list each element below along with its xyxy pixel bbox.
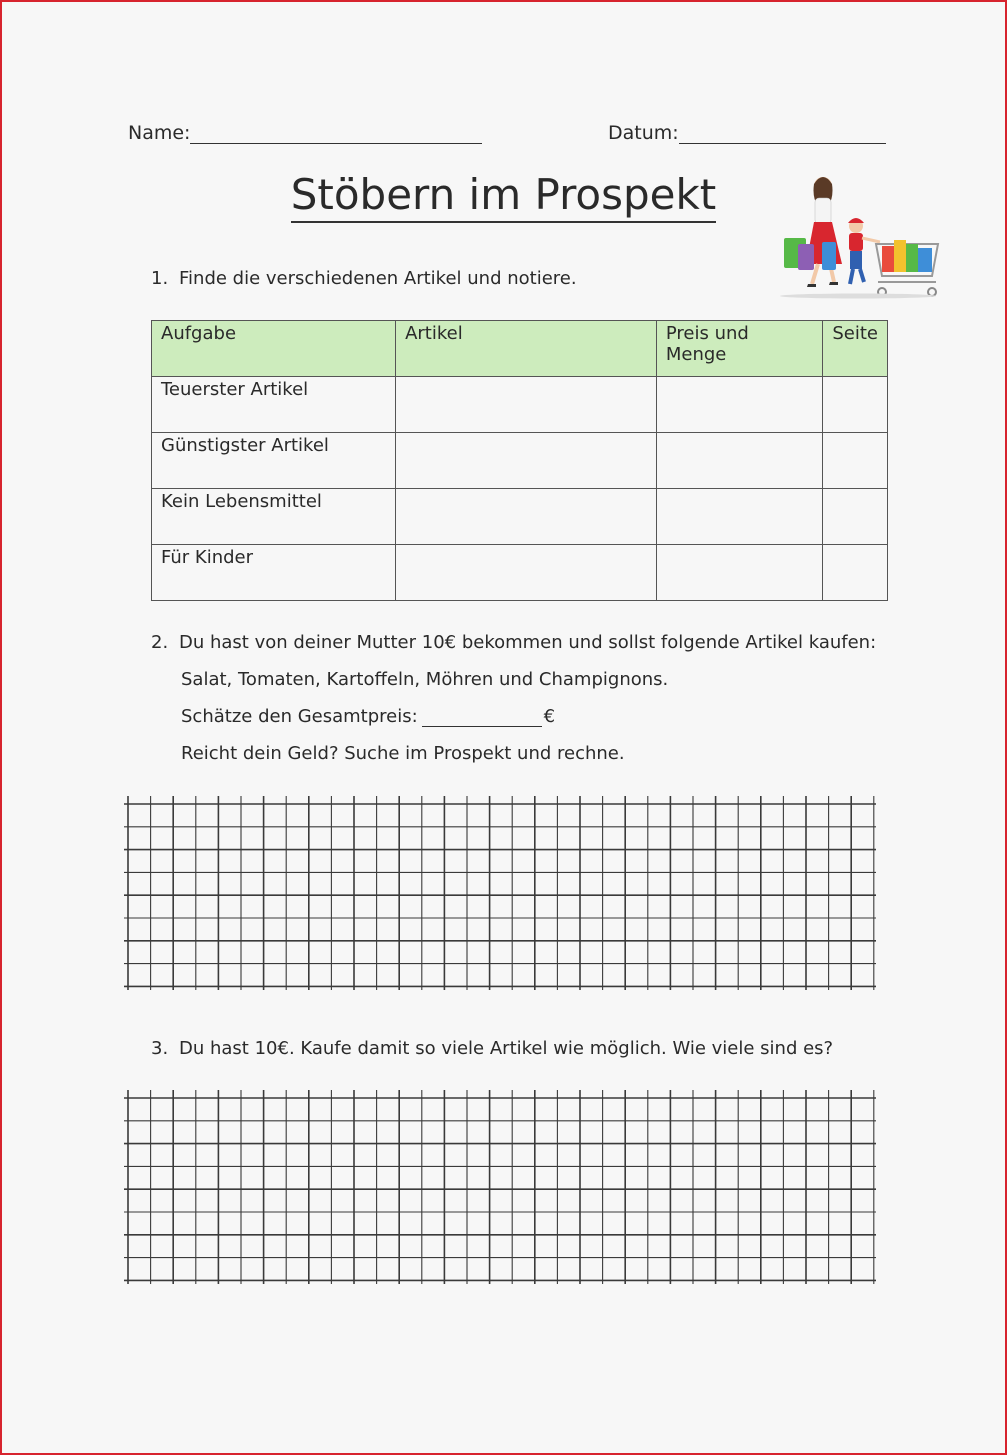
answer-cell[interactable]: [823, 433, 888, 489]
name-label: Name:: [128, 122, 191, 144]
task-2-line-2: Salat, Tomaten, Kartoffeln, Möhren und Champignons.: [181, 669, 669, 690]
table-header-artikel: Artikel: [396, 321, 657, 377]
table-row: [152, 433, 888, 489]
row-label: Kein Lebensmittel: [152, 489, 396, 545]
row-label: Teuerster Artikel: [152, 377, 396, 433]
answer-cell[interactable]: [656, 377, 823, 433]
answer-cell[interactable]: [396, 489, 657, 545]
answer-cell[interactable]: [656, 433, 823, 489]
calculation-grid-1[interactable]: [124, 796, 876, 990]
name-blank[interactable]: [190, 123, 482, 144]
task-2-number: 2.: [151, 632, 169, 653]
answer-cell[interactable]: [656, 489, 823, 545]
table-row: [152, 545, 888, 601]
task-2-line-4: Reicht dein Geld? Suche im Prospekt und rechne.: [181, 743, 625, 764]
name-field: [128, 122, 482, 144]
table-header-seite: Seite: [823, 321, 888, 377]
page-title: Stöbern im Prospekt: [0, 170, 1007, 219]
table-row: [152, 489, 888, 545]
task-1-text: Finde die verschiedenen Artikel und notiere.: [179, 268, 577, 289]
estimate-label: Schätze den Gesamtpreis:: [181, 706, 418, 727]
row-label: Für Kinder: [152, 545, 396, 601]
task-2: [151, 632, 876, 653]
task-3: [151, 1038, 833, 1059]
estimate-blank[interactable]: [422, 708, 542, 727]
answer-cell[interactable]: [823, 489, 888, 545]
euro-sign: €: [543, 706, 556, 727]
date-label: Datum:: [608, 122, 679, 144]
table-header-row: [152, 321, 888, 377]
task-2-line-3: [181, 706, 555, 727]
date-blank[interactable]: [679, 123, 886, 144]
task-3-text: Du hast 10€. Kaufe damit so viele Artikel wie möglich. Wie viele sind es?: [179, 1038, 834, 1059]
answer-cell[interactable]: [396, 377, 657, 433]
task-3-number: 3.: [151, 1038, 169, 1059]
table-header-preis: Preis und Menge: [656, 321, 823, 377]
calculation-grid-2[interactable]: [124, 1090, 876, 1284]
task-2-line-1: Du hast von deiner Mutter 10€ bekommen und sollst folgende Artikel kaufen:: [179, 632, 877, 653]
table-header-aufgabe: Aufgabe: [152, 321, 396, 377]
answer-cell[interactable]: [396, 433, 657, 489]
answer-cell[interactable]: [396, 545, 657, 601]
answer-cell[interactable]: [656, 545, 823, 601]
row-label: Günstigster Artikel: [152, 433, 396, 489]
task-1: [151, 268, 577, 289]
table-row: [152, 377, 888, 433]
date-field: [608, 122, 886, 144]
shopping-family-illustration: [778, 172, 944, 302]
task-1-number: 1.: [151, 268, 169, 289]
article-table: [151, 320, 888, 601]
answer-cell[interactable]: [823, 545, 888, 601]
answer-cell[interactable]: [823, 377, 888, 433]
